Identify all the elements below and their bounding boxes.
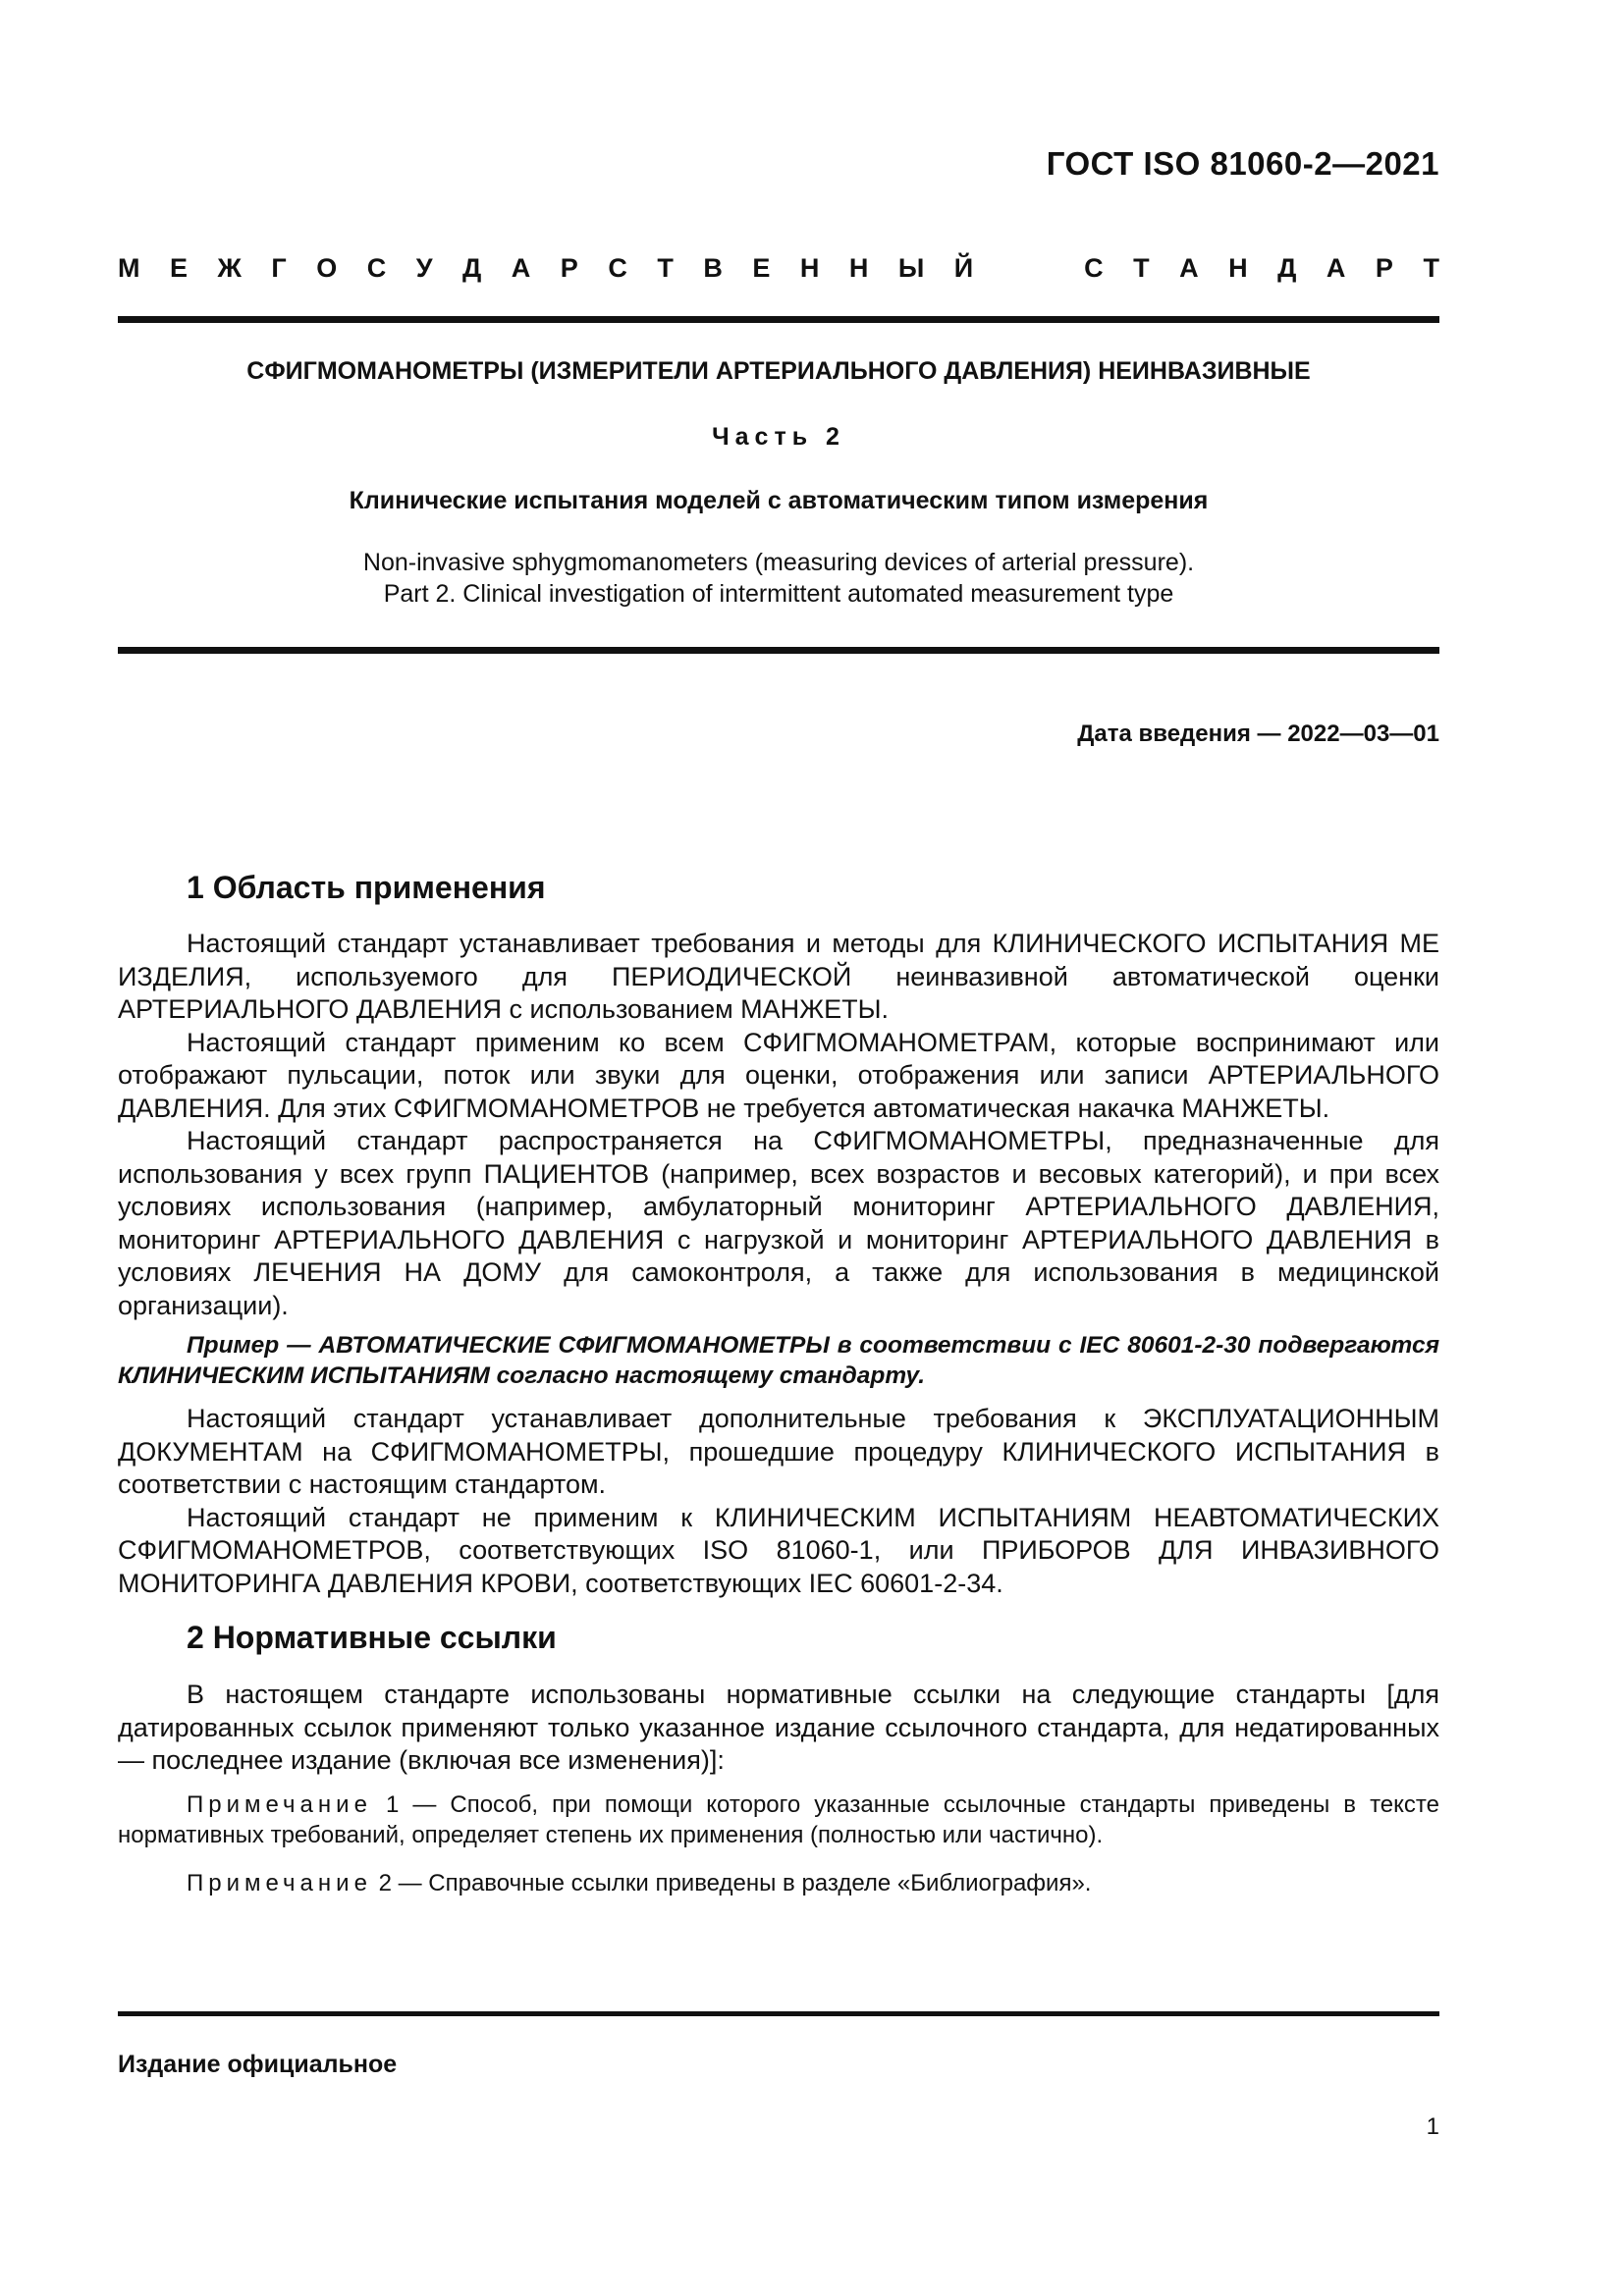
interstate-letter: Т (1423, 253, 1439, 283)
interstate-letter: В (703, 253, 723, 283)
interstate-letter: А (511, 253, 531, 283)
interstate-letter: С (608, 253, 627, 283)
official-edition-label: Издание официальное (118, 2051, 398, 2078)
section-1-heading: 1 Область применения (187, 870, 546, 905)
part-label: Часть 2 (712, 423, 845, 451)
note-1-label: Примечание (187, 1790, 372, 1818)
interstate-letter: Р (560, 253, 578, 283)
interstate-letter: С (1084, 253, 1104, 283)
standard-number: ГОСТ ISO 81060-2—2021 (1046, 145, 1439, 182)
note-1 (118, 1789, 1439, 1850)
interstate-letter: А (1326, 253, 1346, 283)
interstate-letter: Д (1277, 253, 1297, 283)
note-2 (118, 1868, 1439, 1898)
section-1-paragraph: Настоящий стандарт применим ко всем СФИГМОМАНОМЕТРАМ, которые воспринимают или отображают пульсации, поток или звуки для оценки, отображения или записи АРТЕРИАЛЬНОГО ДАВЛЕНИЯ. Для этих СФИГМОМАНОМЕТРОВ не требуется автоматическая накачка МАНЖЕТЫ. (118, 1027, 1439, 1123)
interstate-letter: Т (1133, 253, 1150, 283)
english-title-line-2: Part 2. Clinical investigation of intermittent automated measurement type (383, 580, 1174, 608)
interstate-letter: Г (271, 253, 287, 283)
interstate-letter: Н (848, 253, 869, 283)
interstate-letter: Е (170, 253, 189, 283)
document-subtitle: Клинические испытания моделей с автоматическим типом измерения (349, 487, 1209, 514)
section-2-paragraph: В настоящем стандарте использованы нормативные ссылки на следующие стандарты [для датированных ссылок применяют только указанное издание ссылочного стандарта, для недатированных — последнее издание (включая все изменения)]: (118, 1680, 1439, 1775)
note-2-text: 2 — Справочные ссылки приведены в разделе «Библиография». (371, 1869, 1092, 1896)
interstate-letter: Д (462, 253, 482, 283)
section-2-heading: 2 Нормативные ссылки (187, 1620, 557, 1655)
section-1-body (118, 928, 1439, 1600)
interstate-letter: А (1179, 253, 1199, 283)
english-title (118, 547, 1439, 610)
word-gap (1003, 253, 1055, 284)
document-title: СФИГМОМАНОМЕТРЫ (ИЗМЕРИТЕЛИ АРТЕРИАЛЬНОГО ДАВЛЕНИЯ) НЕИНВАЗИВНЫЕ (246, 357, 1311, 385)
interstate-letter: О (316, 253, 338, 283)
interstate-letter: Е (752, 253, 771, 283)
interstate-letter: С (366, 253, 387, 283)
interstate-standard-heading (118, 253, 1439, 284)
interstate-letter: Й (953, 253, 974, 283)
interstate-letter: Ы (897, 253, 925, 283)
interstate-letter: М (118, 253, 140, 283)
interstate-letter: У (415, 253, 433, 283)
interstate-letter: Т (657, 253, 674, 283)
interstate-letter: Ж (217, 253, 242, 283)
interstate-letter: Н (799, 253, 820, 283)
top-rule (118, 316, 1439, 323)
section-1-paragraph: Настоящий стандарт устанавливает дополнительные требования к ЭКСПЛУАТАЦИОННЫМ ДОКУМЕНТАМ на СФИГМОМАНОМЕТРЫ, прошедшие процедуру КЛИНИЧЕСКОГО ИСПЫТАНИЯ в соответствии с настоящим стандартом. (118, 1404, 1439, 1499)
title-bottom-rule (118, 647, 1439, 654)
note-1-text: 1 — Способ, при помощи которого указанные ссылочные стандарты приведены в тексте нормативных требований, определяет степень их применения (полностью или частично). (118, 1790, 1439, 1848)
interstate-letter: Р (1375, 253, 1393, 283)
english-title-line-1: Non-invasive sphygmomanometers (measuring devices of arterial pressure). (362, 549, 1195, 576)
note-2-label: Примечание (187, 1869, 372, 1896)
section-2-body (118, 1679, 1439, 1898)
introduction-date: Дата введения — 2022—03—01 (1077, 721, 1439, 747)
section-1-paragraph: Настоящий стандарт устанавливает требования и методы для КЛИНИЧЕСКОГО ИСПЫТАНИЯ МЕ ИЗДЕЛИЯ, используемого для ПЕРИОДИЧЕСКОЙ неинвазивной автоматической оценки АРТЕРИАЛЬНОГО ДАВЛЕНИЯ с использованием МАНЖЕТЫ. (118, 929, 1439, 1024)
footer-rule (118, 2011, 1439, 2016)
section-1-paragraph: Настоящий стандарт распространяется на СФИГМОМАНОМЕТРЫ, предназначенные для использования у всех групп ПАЦИЕНТОВ (например, всех возрастов и весовых категорий), и при всех условиях использования (например, амбулаторный мониторинг АРТЕРИАЛЬНОГО ДАВЛЕНИЯ, мониторинг АРТЕРИАЛЬНОГО ДАВЛЕНИЯ с нагрузкой и мониторинг АРТЕРИАЛЬНОГО ДАВЛЕНИЯ в условиях ЛЕЧЕНИЯ НА ДОМУ для самоконтроля, а также для использования в медицинской организации). (118, 1126, 1439, 1320)
interstate-letter: Н (1228, 253, 1248, 283)
section-1-paragraph: Настоящий стандарт не применим к КЛИНИЧЕСКИМ ИСПЫТАНИЯМ НЕАВТОМАТИЧЕСКИХ СФИГМОМАНОМЕТРОВ, соответствующих ISO 81060-1, или ПРИБОРОВ ДЛЯ ИНВАЗИВНОГО МОНИТОРИНГА ДАВЛЕНИЯ КРОВИ, соответствующих IEC 60601-2-34. (118, 1502, 1439, 1598)
page-number: 1 (1426, 2113, 1439, 2140)
section-1-example: Пример — АВТОМАТИЧЕСКИЕ СФИГМОМАНОМЕТРЫ в соответствии с IEC 80601-2-30 подвергаются КЛИНИЧЕСКИМ ИСПЫТАНИЯМ согласно настоящему стандарту. (118, 1332, 1439, 1389)
